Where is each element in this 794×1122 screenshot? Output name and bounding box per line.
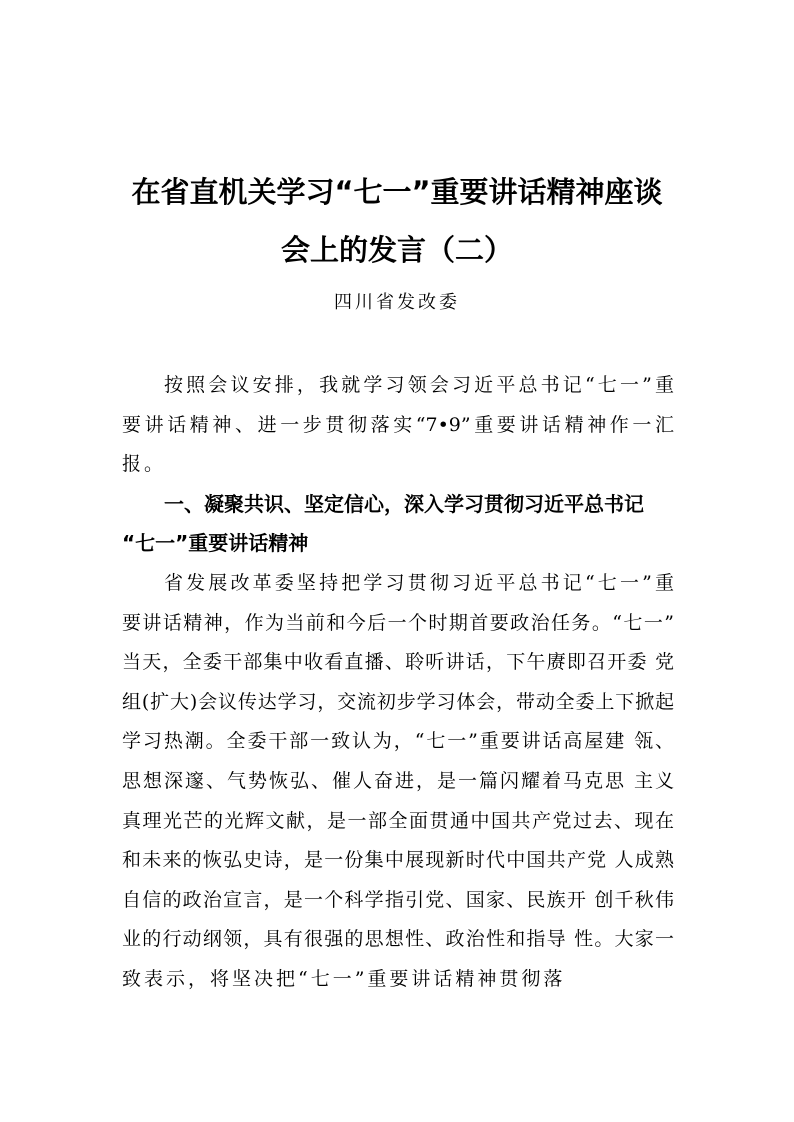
document-title-line-2: 会上的发言（二） (280, 233, 513, 267)
text-line: 和未来的恢弘史诗，是一份集中展现新时代中国共产党 人成熟 (122, 849, 674, 872)
paragraph-intro (122, 366, 674, 485)
text-line: 学习热潮。全委干部一致认为，“七一”重要讲话高屋建 瓴、 (122, 730, 674, 753)
text-line: 致表示，将坚决把“七一”重要讲话精神贯彻落 (122, 967, 566, 990)
document-title-line-1: 在省直机关学习“七一”重要讲话精神座谈 (131, 175, 663, 209)
text-line: 业的行动纲领，具有很强的思想性、政治性和指导 性。大家一 (122, 928, 674, 951)
heading-line: “七一”重要讲话精神 (122, 531, 309, 556)
text-line: 按照会议安排，我就学习领会习近平总书记“七一”重 (164, 374, 674, 396)
text-line: 真理光芒的光辉文献，是一部全面贯通中国共产党过去、现在 (122, 809, 674, 832)
text-line: 要讲话精神，作为当前和今后一个时期首要政治任务。“七一” (122, 611, 674, 634)
section-heading-1 (122, 485, 674, 564)
document-body (122, 366, 674, 1000)
text-line: 省发展改革委坚持把学习贯彻习近平总书记“七一”重 (164, 571, 674, 594)
paragraph-section-1 (122, 564, 674, 1000)
text-line: 组(扩大)会议传达学习，交流初步学习体会，带动全委上下掀起 (122, 690, 674, 713)
text-line: 思想深邃、气势恢弘、催人奋进，是一篇闪耀着马克思 主义 (122, 769, 674, 792)
heading-line: 一、凝聚共识、坚定信心，深入学习贯彻习近平总书记 (164, 491, 644, 516)
text-line: 要讲话精神、进一步贯彻落实“7•9”重要讲话精神作一汇 (122, 413, 674, 436)
document-author: 四川省发改委 (334, 292, 460, 313)
text-line: 自信的政治宣言，是一个科学指引党、国家、民族开 创千秋伟 (122, 888, 674, 911)
text-line: 当天，全委干部集中收看直播、聆听讲话，下午赓即召开委 党 (122, 651, 674, 674)
text-line: 报。 (122, 453, 167, 476)
